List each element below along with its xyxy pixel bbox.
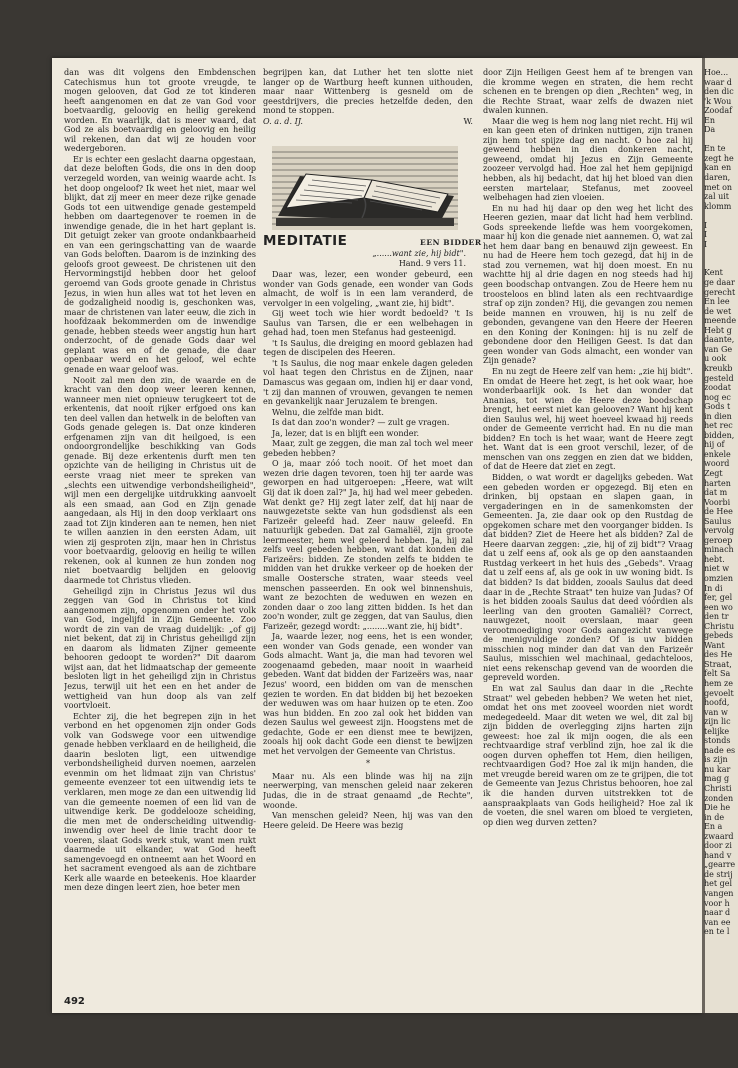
next-page-line-fragment: in dien [704,411,732,421]
paragraph: Is dat dan zoo'n wonder? — zult ge vragen. [272,417,450,428]
next-page-line-fragment: met on [704,182,733,192]
next-page-line-fragment: meende [704,316,737,326]
next-page-line-fragment: enkele [704,449,731,459]
next-page-line-fragment: Hoe... [704,68,729,77]
next-page-line-fragment: felt Sa [704,669,731,679]
next-page-line-fragment: ge daar [704,278,735,288]
next-page-line-fragment [704,135,738,145]
next-page-line-fragment: kreukb [704,363,733,373]
next-page-line-fragment: kan en [704,163,732,173]
next-page-line-fragment: In di [704,583,723,593]
paragraph: door Zijn Heiligen Geest hem af te brengen van die kromme wegen en straten, die hem recht schenen en te brengen op dien „Rechten" weg, in die Rechte Straat, waar zelfs de dwazen niet dwalen kunnen. [483,68,693,116]
next-page-line-fragment: gebeds [704,631,733,641]
next-page-line-fragment [704,259,738,269]
next-page-line-fragment: waar d [704,77,732,87]
next-page-line-fragment: van Ge [704,344,733,354]
next-page-line-fragment: Want [704,640,725,650]
quote-text: „......want zie, hij bidt". [372,249,466,258]
paragraph: Ja, waarde lezer, nog eens, het is een wonder, een wonder van Gods genade, een wonder van Gods almacht. Want ja, die man had tevoren wel zoogenaamd gebeden, maar nooit in waarheid gebeden. Want dat bidden der Farizeërs was, naar Jezus' woord, een bidden om van de menschen gezien te worden. En dat bidden bij het bezoeken der weduwen was om haar huizen op te eten. Zoo was hun bidden. En zoo zal ook het bidden van dezen Saulus wel geweest zijn. Hoogstens met de gedachte, Gode er een dienst mee te bewijzen, zooals hij ook dacht Gode een dienst te bewijzen met het vervolgen der Gemeente van Christus. [263,631,473,756]
next-page-line-fragment: telijke [704,726,730,736]
next-page-line-fragment: u ook [704,354,727,364]
next-page-line-fragment: Voorbi [704,497,731,507]
next-page-line-fragment: het rec [704,421,733,431]
next-page-line-fragment: des He [704,650,733,660]
next-page-line-fragment: gevoelt [704,688,734,698]
next-page-line-fragment: En te [704,144,726,154]
next-page-line-fragment: woord [704,459,730,469]
next-page-line-fragment: Christu [704,621,735,631]
next-page-line-fragment: zoodat [704,383,731,393]
next-page-line-fragment: Hebt g [704,325,732,335]
next-page-line-fragment: Saulus [704,516,732,526]
next-page-line-fragment: I [704,220,708,230]
next-page-line-fragment: hij of [704,440,725,450]
next-page-text-fragments [704,68,738,937]
next-page-line-fragment: de wet [704,306,732,316]
next-page-line-fragment: den dic [704,87,734,97]
paragraph: Van menschen geleid? Neen, hij was van den Heere geleid. De Heere was bezig [263,810,473,830]
next-page-line-fragment: hand v [704,850,732,860]
next-page-line-fragment: dat m [704,488,728,498]
next-page-line-fragment: zonden [704,793,734,803]
next-page-line-fragment: en te l [704,927,730,937]
next-page-line-fragment: zijn lic [704,717,731,727]
next-page-line-fragment: Da [704,125,716,135]
column-middle-top [263,68,473,138]
next-page-line-fragment: de strij [704,869,733,879]
next-page-line-fragment: klomm [704,201,732,211]
article-signature [263,117,473,127]
paragraph: En wat zal Saulus dan daar in die „Rechte Straat" wel gebeden hebben? We weten het niet, omdat het ons met zooveel woorden niet wordt medegedeeld. Maar dit weten we wel, dit zal bij zijn bidden de overlegging zijns harten zijn geweest: hoe zal ik mijn oogen, die als een rechtvaardige straf verblind zijn, hoe zal ik die oogen durven opheffen tot Hem, dien heiligen, rechtvaardigen God? Hoe zal ik mijn handen, die met vreugde bereid waren om ze te grijpen, die tot de Gemeente van Jezus Christus behooren, hoe zal ik die handen durven uitstrekken tot de aanspraakplaats van Gods heiligheid? Hoe zal ik de voeten, die snel waren om bloed te vergieten, op dien weg durven zetten? [483,683,693,827]
next-page-line-fragment: zwaard [704,831,734,841]
next-page-line-fragment: nu kar [704,764,731,774]
next-page-line-fragment: Christi [704,784,732,794]
paragraph: Geheiligd zijn in Christus Jezus wil dus zeggen van God in Christus tot kind aangenomen zijn, opgenomen onder het volk van God, ingelijfd in Zijn Gemeente. Zoo wordt de zin van de vraag duidelijk: „of gij niet bekent, dat zij in Christus geheiligd zijn en daarom als lidmaten Zijner gemeente behooren gedoopt te worden?" Dit daarom wijst aan, dat het lidmaatschap der gemeente besloten ligt in het geheiligd zijn in Christus Jezus, terwijl uit het een en het ander de wettigheid van hun doop als van zelf voortvloeit. [64,585,256,711]
next-page-line-fragment: mag g [704,774,730,784]
next-page-line-fragment: het gel [704,879,733,889]
signature-initials: O. a. d. IJ. [263,115,303,126]
paragraph: Ja, lezer, dat is en blijft een wonder. [272,427,420,438]
column-middle-bottom [263,270,473,1008]
next-page-line-fragment: gesteld [704,373,734,383]
next-page-line-fragment: door zi [704,841,732,851]
next-page-line-fragment: stonds [704,736,731,746]
next-page-line-fragment [704,211,738,221]
paragraph: Echter zij, die het begrepen zijn in het verbond en het opgenomen zijn onder Gods volk van Godswege voor een uitwendige genade hebben verklaard en de heiligheid, die daarin besloten ligt, een uitwendige verbondsheiligheid durven noemen, aarzelen evenmin om het lidmaat zijn van Christus' gemeente evenzeer tot een uitwendig iets te verklaren, men moge ze dan een uitwendig lid van die gemeente noemen of een lid van de uitwendige kerk. De goddelooze scheiding, die men met de onderscheiding uitwendig-inwendig over heel de linie tracht door te voeren, slaat Gods werk stuk, want men rukt daarmede uit elkander, wat God heeft samengevoegd en ontneemt aan het Woord en het sacrament evengoed als aan de zichtbare Kerk alle waarde en beteekenis. Hoe klaarder men deze dingen leert zien, hoe beter men [64,710,256,893]
next-page-line-fragment: daren, [704,173,731,183]
next-page-line-fragment: hem ze [704,679,733,688]
page-number: 492 [64,996,85,1007]
section-divider: * [365,758,371,769]
column-left [64,68,256,1008]
next-page-line-fragment: een wo [704,602,733,612]
paragraph: dan was dit volgens den Embdenschen Catechismus hun tot groote vreugde, te mogen gelooven, dat God ze tot kinderen heeft aangenomen en dat ze van God voor boetvaardig, geloovig en heilig gerekend worden. En waarlijk, dat is meer waard, dat God ze als boetvaardig en geloovig en heilig wil rekenen, dan dat wij ze houden voor wedergeboren. [64,68,256,154]
next-page-line-fragment: fer, gel [704,593,733,603]
next-page-line-fragment: gerecht [704,287,736,297]
next-page-line-fragment: Die he [704,803,731,813]
next-page-line-fragment: En [704,115,715,125]
next-page-line-fragment: hebt. [704,554,725,564]
paragraph: Bidden, o wat wordt er dagelijks gebeden. Wat een gebeden worden er opgezegd. Bij eten en drinken, bij opstaan en slapen gaan, in vergaderingen en in de samenkomsten der Gemeenten. Ja, zie daar ook op den Rustdag de opgekomen schare met den voorganger bidden. Is dat bidden? Ziet de Heere het als bidden? Zal de Heere daarvan zeggen: „zie, hij of zij bidt"? Vraag dat u zelf eens af, ook als ge op den aanstaanden Rustdag verkeert in het huis des „Gebeds". Vraag dat u zelf eens af, als ge ook in uw woning bidt. Is dat bidden? Is dat bidden, zooals Saulus dat deed daar in de „Rechte Straat" ten huize van Judas? Of is het bidden zooals Saulus dat deed vóórdien als leerling van den grooten Gamaliël? Correct, nauwgezet, nooit overslaan, maar geen verootmoediging voor Gods aangezicht vanwege de menigvuldige zonden? Of is uw bidden misschien nog minder dan dat van den Farizeër Saulus, misschien wel machinaal, gedachteloos, niet eens rekenschap gevend van de woorden die gepreveld worden. [483,471,693,683]
signature-author: W. [463,115,473,126]
next-page-line-fragment: hoofd, [704,698,730,708]
next-page-line-fragment: omzien [704,573,734,583]
next-page-line-fragment: daante, [704,335,735,345]
paragraph: Maar die weg is hem nog lang niet recht. Hij wil en kan geen eten of drinken nuttigen, zijn tranen zijn hem tot spijze dag en nacht. O hoe zal hij geweend hebben in dien donkeren nacht, geweend, omdat hij Jezus en Zijn Gemeente zoozeer vervolgd had. Hoe zal het hem gepijnigd hebben, als hij bedacht, dat hij het bloed van dien eersten martelaar, Stefanus, met zooveel welbehagen had zien vloeien. [483,115,693,203]
next-page-line-fragment: En lee [704,297,730,307]
next-page-line-fragment: Straat, [704,659,732,669]
next-page-line-fragment: niet w [704,564,730,574]
next-page-line-fragment: Zegt [704,468,723,478]
paragraph: Maar, zult ge zeggen, die man zal toch wel meer gebeden hebben? [263,438,473,458]
next-page-line-fragment: bidden, [704,430,735,440]
paragraph: Nooit zal men den zin, de waarde en de kracht van den doop weer leeren kennen, wanneer men niet opnieuw terugkeert tot de erkentenis, dat nooit rijker erfgoed ons kan ten deel vallen dan hetwelk in de beloften van Gods genade gelegen is. Dat onze kinderen erfgenamen zijn van dit heilgoed, is een ondoorgrondelijke beschikking van Gods genade. Bij deze erkentenis durft men ten opzichte van de heiliging in Christus uit de eerste vraag niet meer te spreken van „slechts een uitwendige verbondsheiligheid", wijl men een dergelijke uitdrukking aanvoelt als een smaad, aan God en Zijn genade aangedaan, als Hij in den doop verklaart ons zaad tot Zijn kinderen aan te nemen, hen niet te willen aanzien in den eersten Adam, uit wien zij gesproten zijn, maar hen in Christus voor boetvaardig, geloovig en heilig te willen rekenen, ook al kunnen ze hun zonden nog niet boetvaardig belijden en geloovig daarmede tot Christus vlieden. [64,374,256,585]
next-page-line-fragment: den tr [704,612,729,622]
next-page-line-fragment: „gearre [704,860,736,870]
next-page-line-fragment: naar d [704,908,731,918]
next-page-line-fragment: I [704,239,708,249]
paragraph: Er is echter een geslacht daarna opgestaan, dat deze beloften Gods, die ons in den doop verzegeld worden, van weinig waarde acht. Is het doop ongeloof? Ik weet het niet, maar wel blijkt, dat zij meer en meer deze rijke genade Gods tot een uitwendige genade gestempeld hebben om daartegenover te roemen in de inwendige genade, die in het hart geplant is. Dit getuigt zeker van groote ondankbaarheid en van een geringschatting van de waarde van Gods beloften. Daarom is de inzinking des geloofs groot geweest. De christenen uit den Hervormingstijd hebben door het geloof geroemd van Gods groote genade in Christus Jezus, in wien hun alles wat tot het leven en de godzaligheid noodig is, geschonken was, maar de christenen van later eeuw, die zich in hoofdzaak bekommerden om de inwendige genade, hebben steeds weer angstig hun hart onderzocht, of de genade Gods daar wel geplant was en of de genade, die daar openbaar werd en het geloof, wel echte genade en waar geloof was. [64,153,256,374]
paragraph: Gij weet toch wie hier wordt bedoeld? 't Is Saulus van Tarsen, die er een welbehagen in gehad had, toen men Stefanus had gesteenigd. [263,308,473,338]
next-page-line-fragment [704,249,738,259]
paragraph: En nu zegt de Heere zelf van hem: „zie hij bidt". En omdat de Heere het zegt, is het ook waar, hoe wonderbaarlijk ook. Is het dan wonder dat Ananias, tot wien de Heere deze boodschap brengt, het eerst niet kan gelooven? Want hij kent dien Saulus wel, hij weet hoeveel kwaad hij reeds onder de Gemeente verricht had. En nu die man bidden? En toch is het waar, want de Heere zegt het. Want dat is een groot verschil, lezer, of de menschen van ons zeggen en zien dat we bidden, of dat de Heere dat ziet en zegt. [483,365,693,472]
next-page-line-fragment: de Hee [704,507,733,517]
paragraph: En nu had hij daar op den weg het licht des Heeren gezien, maar dat licht had hem verblind. Gods spreekende liefde was hem voorgekomen, maar hij kon die genade niet aannemen. O, wat zal het hem daar bang en benauwd zijn geweest. En nu had de Heere hem toch gezegd, dat hij in de stad zou vernemen, wat hij doen moest. En nu wachtte hij al drie dagen en nog steeds had hij geen boodschap ontvangen. Zou de Heere hem nu troosteloos en blind laten als een rechtvaardige straf op zijn zonden? Hij, die gevangen zou nemen beide mannen en vrouwen, hij is nu zelf de gebonden, gevangene van den Heere der Heeren en den Koning der Koningen: hij is nu zelf de gebondene door den Heiligen Geest. Is dat dan geen wonder van Gods almacht, een wonder van Zijn genade? [483,202,693,366]
next-page-line-fragment: vangen [704,889,734,899]
next-page-line-fragment: van w [704,707,728,717]
next-page-line-fragment: Zoodaf [704,106,733,116]
next-page-line-fragment: 'k Wou [704,96,732,106]
next-page-line-fragment: voor h [704,898,730,908]
paragraph: Daar was, lezer, een wonder gebeurd, een wonder van Gods genade, een wonder van Gods almacht, de wolf is in een lam veranderd, de vervolger in een volgeling, „want zie, hij bidt". [263,270,473,308]
next-page-line-fragment: harten [704,478,731,488]
next-page-line-fragment: zegt he [704,153,734,163]
paragraph: begrijpen kan, dat Luther het ten slotte niet langer op de Wartburg heeft kunnen uithouden, maar naar Wittenberg is gesneld om de geestdrijvers, die precies hetzelfde deden, den mond te stoppen. [263,68,473,116]
paragraph: Welnu, die zelfde man bidt. [272,406,384,417]
paragraph: O ja, maar zóó toch nooit. Of het moet dan wezen drie dagen tevoren, toen hij ter aarde was geworpen en had uitgeroepen: „Heere, wat wilt Gij dat ik doen zal?" Ja, hij had wel meer gebeden. Wat denkt ge? Hij zegt later zelf, dat hij naar de nauwgezetste sekte van hun godsdienst als een Farizeër geleefd had. Zeer nauw geleefd. En natuurlijk gebeden. Dat zal Gamaliël, zijn groote leermeester, hem wel geleerd hebben. Ja, hij zal zelfs veel gebeden hebben, want dat konden die Farizeërs: bidden. Ze stonden zelfs te bidden te midden van het drukke verkeer op de hoeken der smalle Oostersche straten, waar steeds veel menschen passeerden. En ook wel binnenshuis, want ze bezochten de weduwen en wezen en zonden daar o zoo lang zitten bidden. Is het dan zoo'n wonder, zult ge zeggen, dat van Saulus, dien Farizeër, gezegd wordt: „........want zie, hij bidt". [263,458,473,631]
paragraph: Maar nu. Als een blinde was hij na zijn neerwerping, van menschen geleid naar zekeren Judas, die in de straat genaamd „de Rechte", woonde. [263,770,473,810]
next-page-line-fragment: Kent [704,268,723,278]
next-page-line-fragment: is zijn [704,755,728,765]
next-page-line-fragment: En a [704,822,723,832]
scripture-quote [330,249,466,268]
next-page-line-fragment: in de [704,812,725,822]
column-right [483,68,693,1008]
next-page-line-fragment: nade es [704,745,736,755]
paragraph: 't Is Saulus, die dreiging en moord geblazen had tegen de discipelen des Heeren. [263,337,473,358]
next-page-line-fragment: zal uit [704,192,730,202]
next-page-line-fragment: Gods t [704,402,731,412]
quote-reference: Hand. 9 vers 11. [398,258,466,268]
next-page-line-fragment: van ee [704,917,731,927]
next-page-line-fragment: nog ec [704,392,731,402]
next-page-line-fragment: minach [704,545,734,555]
paragraph: 't Is Saulus, die nog maar enkele dagen geleden vol haat tegen den Christus en de Zijnen, naar Damascus was gegaan om, indien hij er daar vond, 't zij dan mannen of vrouwen, gevangen te nemen en gevankelijk naar Jeruzalem te brengen. [263,357,473,407]
next-page-line-fragment: vervolg [704,526,735,536]
open-book-illustration [272,146,458,230]
next-page-line-fragment: geroep [704,535,733,545]
section-author: EEN BIDDER [420,238,482,247]
section-title: MEDITATIE [263,233,348,249]
next-page-line-fragment: I [704,230,708,240]
